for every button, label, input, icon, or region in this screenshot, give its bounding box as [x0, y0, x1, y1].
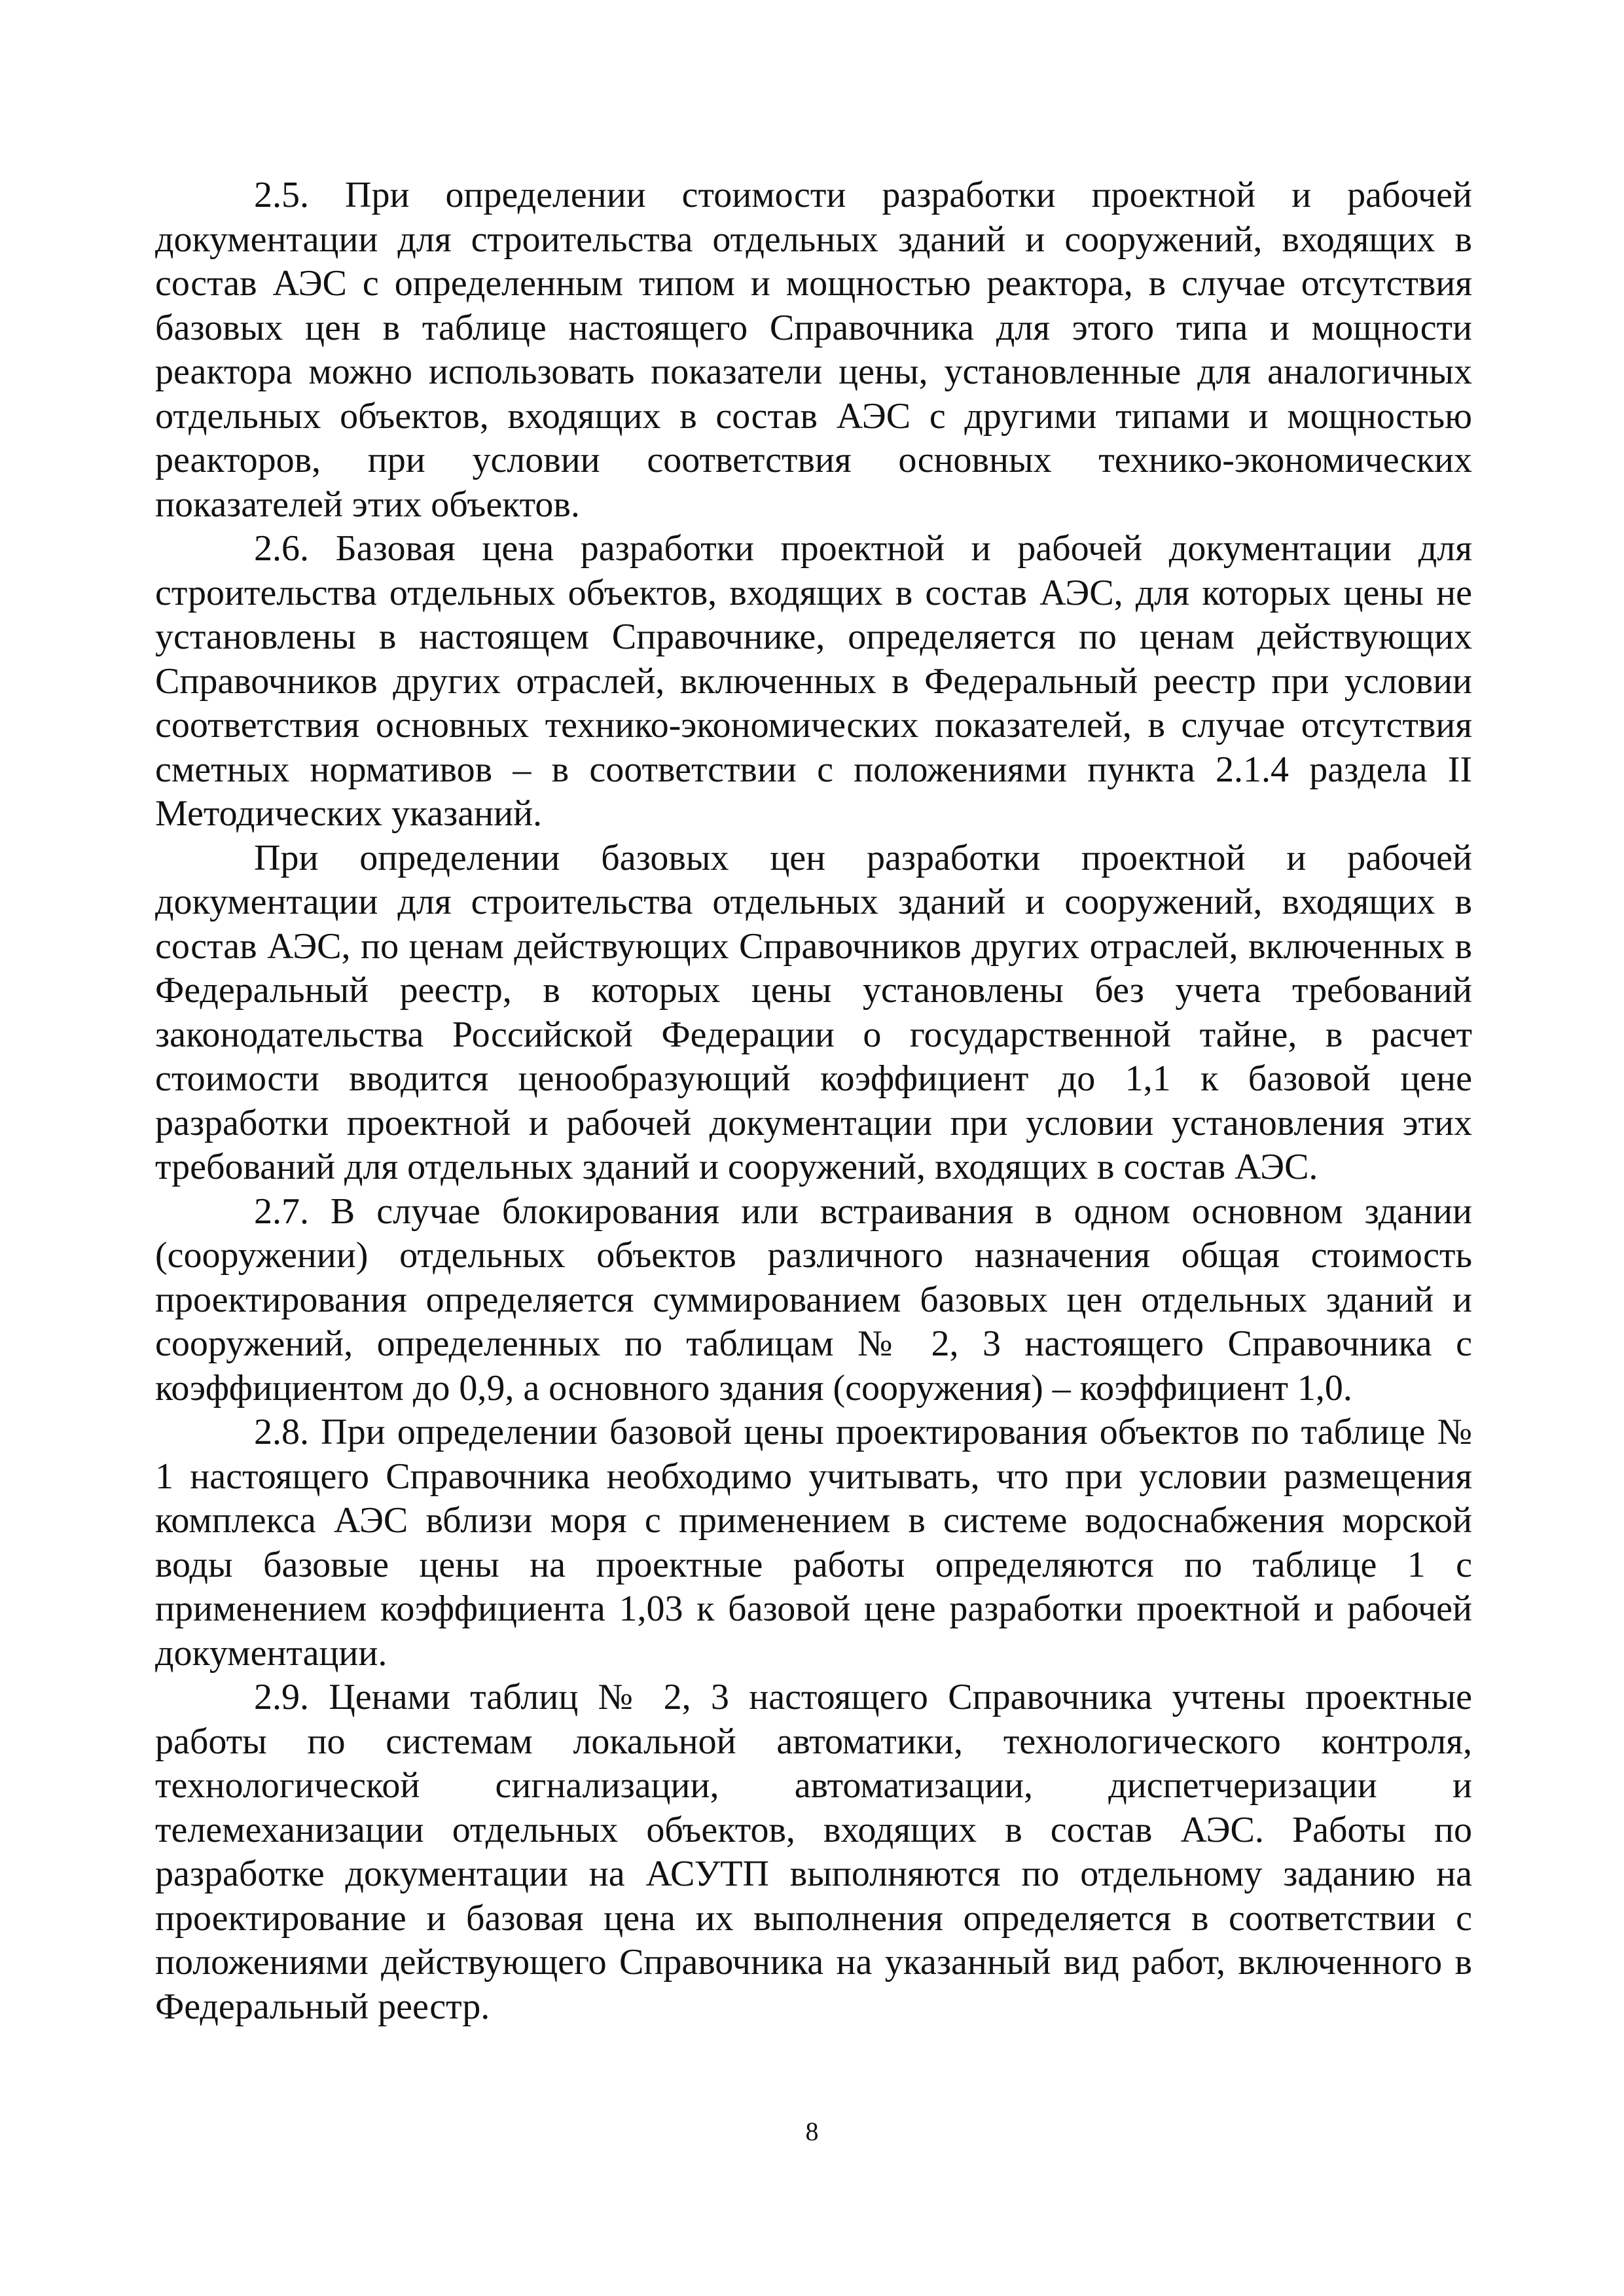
- document-page: [155, 173, 1472, 2029]
- paragraph-2-7: 2.7. В случае блокирования или встраивания в одном основном здании (сооружении) отдельных объектов различного назначения общая стоимость проектирования определяется суммированием базовых цен отдельных зданий и сооружений, определенных по таблицам № 2, 3 настоящего Справочника с коэффициентом до 0,9, а основного здания (сооружения) – коэффициент 1,0.: [155, 1191, 1472, 1408]
- paragraph-2-6-continued: При определении базовых цен разработки проектной и рабочей документации для строительства отдельных зданий и сооружений, входящих в состав АЭС, по ценам действующих Справочников других отраслей, включенных в Федеральный реестр, в которых цены установлены без учета требований законодательства Российской Федерации о государственной тайне, в расчет стоимости вводится ценообразующий коэффициент до 1,1 к базовой цене разработки проектной и рабочей документации при условии установления этих требований для отдельных зданий и сооружений, входящих в состав АЭС.: [155, 837, 1472, 1187]
- paragraph-2-9: 2.9. Ценами таблиц № 2, 3 настоящего Справочника учтены проектные работы по системам локальной автоматики, технологического контроля, технологической сигнализации, автоматизации, диспетчеризации и телемеханизации отдельных объектов, входящих в состав АЭС. Работы по разработке документации на АСУТП выполняются по отдельному заданию на проектирование и базовая цена их выполнения определяется в соответствии с положениями действующего Справочника на указанный вид работ, включенного в Федеральный реестр.: [155, 1677, 1472, 2027]
- paragraph-2-5: 2.5. При определении стоимости разработки проектной и рабочей документации для строительства отдельных зданий и сооружений, входящих в состав АЭС с определенным типом и мощностью реактора, в случае отсутствия базовых цен в таблице настоящего Справочника для этого типа и мощности реактора можно использовать показатели цены, установленные для аналогичных отдельных объектов, входящих в состав АЭС с другими типами и мощностью реакторов, при условии соответствия основных технико-экономических показателей этих объектов.: [155, 175, 1472, 525]
- page-number: 8: [805, 2117, 819, 2146]
- paragraph-2-6: 2.6. Базовая цена разработки проектной и рабочей документации для строительства отдельных объектов, входящих в состав АЭС, для которых цены не установлены в настоящем Справочнике, определяется по ценам действующих Справочников других отраслей, включенных в Федеральный реестр при условии соответствия основных технико-экономических показателей, в случае отсутствия сметных нормативов – в соответствии с положениями пункта 2.1.4 раздела II Методических указаний.: [155, 528, 1472, 834]
- paragraph-2-8: 2.8. При определении базовой цены проектирования объектов по таблице № 1 настоящего Справочника необходимо учитывать, что при условии размещения комплекса АЭС вблизи моря с применением в системе водоснабжения морской воды базовые цены на проектные работы определяются по таблице 1 с применением коэффициента 1,03 к базовой цене разработки проектной и рабочей документации.: [155, 1412, 1472, 1674]
